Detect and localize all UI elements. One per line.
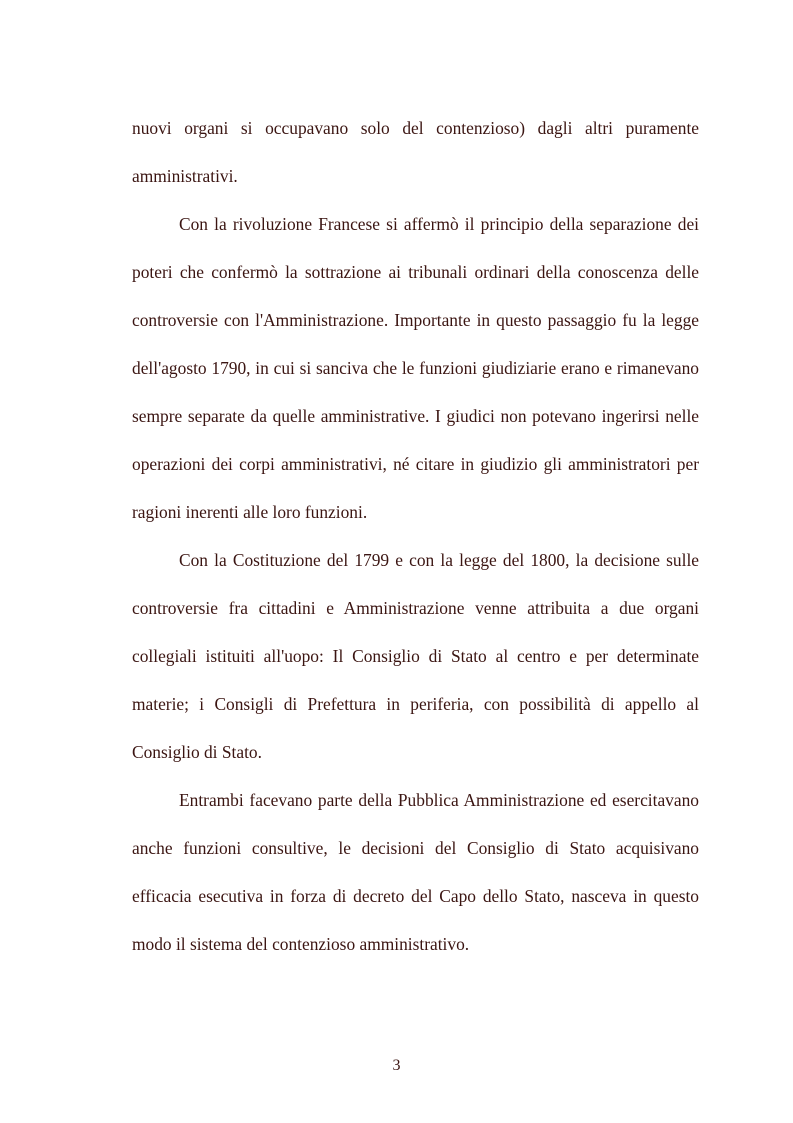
paragraph-entrambi: Entrambi facevano parte della Pubblica Amministrazione ed esercitavano anche funzioni consultive, le decisioni del Consiglio di Stato acquisivano efficacia esecutiva in forza di decreto del Capo dello Stato, nasceva in questo modo il sistema del contenzioso amministrativo. (132, 790, 699, 954)
paragraph-rivoluzione-francese: Con la rivoluzione Francese si affermò il principio della separazione dei poteri che confermò la sottrazione ai tribunali ordinari della conoscenza delle controversie con l'Amministrazione. Importante in questo passaggio fu la legge dell'agosto 1790, in cui si sanciva che le funzioni giudiziarie erano e rimanevano sempre separate da quelle amministrative. I giudici non potevano ingerirsi nelle operazioni dei corpi amministrativi, né citare in giudizio gli amministratori per ragioni inerenti alle loro funzioni. (132, 214, 699, 522)
paragraph-costituzione-1799: Con la Costituzione del 1799 e con la legge del 1800, la decisione sulle controversie fra cittadini e Amministrazione venne attribuita a due organi collegiali istituiti all'uopo: Il Consiglio di Stato al centro e per determinate materie; i Consigli di Prefettura in periferia, con possibilità di appello al Consiglio di Stato. (132, 550, 699, 762)
page-number: 3 (392, 1057, 401, 1074)
document-body (132, 104, 699, 968)
paragraph-continuation: nuovi organi si occupavano solo del contenzioso) dagli altri puramente amministrativi. (132, 118, 699, 186)
